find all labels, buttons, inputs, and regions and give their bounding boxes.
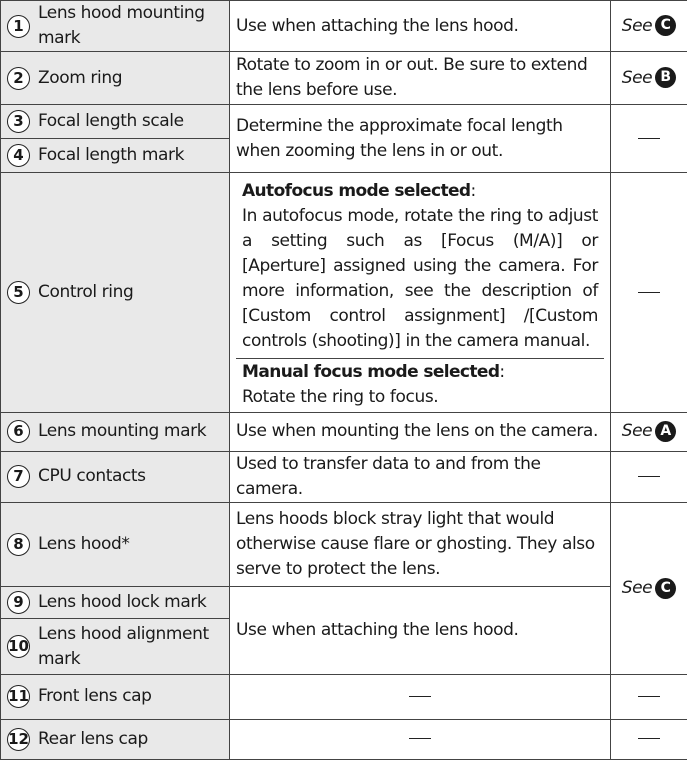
reference-cell — [611, 104, 687, 173]
manual-focus-text: Rotate the ring to focus. — [242, 386, 439, 407]
reference-cell — [611, 173, 687, 413]
reference-cell — [611, 675, 687, 719]
part-number: 3 — [7, 110, 30, 133]
part-name: Lens hood alignment mark — [38, 623, 209, 669]
reference-cell — [611, 502, 687, 674]
part-name-cell — [1, 719, 230, 759]
part-name-cell — [1, 586, 230, 618]
part-name: Zoom ring — [38, 67, 123, 88]
reference-cell — [611, 451, 687, 502]
table-row — [1, 1, 687, 52]
part-number: 4 — [7, 144, 30, 167]
part-name: Lens hood mounting mark — [38, 3, 205, 49]
part-description: Determine the approximate focal length when zooming the lens in or out. — [230, 104, 611, 173]
reference-cell — [611, 413, 687, 451]
part-name: Focal length mark — [38, 145, 185, 166]
reference-badge-icon: B — [655, 67, 676, 88]
no-reference-dash — [638, 138, 660, 139]
part-number: 5 — [7, 281, 30, 304]
autofocus-section: Autofocus mode selected: In autofocus mode, rotate the ring to adjust a setting such as [Focus (M/A)] or [Aperture] assigned using the camera. For more information, see the description of [Custom control assignment] /[Custom controls (shooting)] in the camera manual. — [236, 175, 604, 359]
part-name-cell — [1, 502, 230, 586]
part-number: 11 — [7, 685, 30, 708]
part-name-cell — [1, 173, 230, 413]
part-number: 2 — [7, 67, 30, 90]
table-row — [1, 675, 687, 719]
part-number: 9 — [7, 591, 30, 614]
part-description — [230, 719, 611, 759]
table-row — [1, 52, 687, 104]
part-number: 6 — [7, 420, 30, 443]
part-number: 7 — [7, 465, 30, 488]
part-description: Use when attaching the lens hood. — [230, 586, 611, 675]
see-label: See — [621, 15, 653, 36]
table-row — [1, 719, 687, 759]
part-name: CPU contacts — [38, 466, 146, 487]
table-row — [1, 413, 687, 451]
reference-cell — [611, 52, 687, 104]
manual-focus-section: Manual focus mode selected: Rotate the ring to focus. — [236, 359, 604, 411]
control-ring-description — [230, 173, 611, 413]
part-name-cell — [1, 104, 230, 138]
part-number: 8 — [7, 533, 30, 556]
reference-badge-icon: A — [655, 421, 676, 442]
part-description: Rotate to zoom in or out. Be sure to extend the lens before use. — [230, 52, 611, 104]
part-name: Control ring — [38, 282, 134, 303]
table-row — [1, 502, 687, 586]
see-label: See — [621, 421, 653, 442]
part-name: Lens hood* — [38, 533, 130, 554]
part-number: 10 — [7, 635, 30, 658]
no-reference-dash — [638, 696, 660, 697]
no-description-dash — [409, 696, 431, 697]
part-name-cell — [1, 451, 230, 502]
part-description: Use when mounting the lens on the camera. — [230, 413, 611, 451]
part-name: Lens mounting mark — [38, 421, 207, 442]
no-reference-dash — [638, 738, 660, 739]
no-reference-dash — [638, 476, 660, 477]
table-row — [1, 173, 687, 413]
table-row — [1, 451, 687, 502]
part-name-cell — [1, 1, 230, 52]
part-number: 1 — [7, 15, 30, 38]
no-reference-dash — [638, 292, 660, 293]
part-name: Rear lens cap — [38, 728, 148, 749]
part-name-cell — [1, 52, 230, 104]
part-description: Lens hoods block stray light that would otherwise cause flare or ghosting. They also serve to protect the lens. — [230, 502, 611, 586]
part-name-cell — [1, 413, 230, 451]
no-description-dash — [409, 738, 431, 739]
part-description — [230, 675, 611, 719]
reference-cell — [611, 1, 687, 52]
part-name: Focal length scale — [38, 110, 184, 131]
autofocus-heading: Autofocus mode selected — [242, 180, 471, 201]
part-number: 12 — [7, 728, 30, 751]
table-row — [1, 586, 687, 618]
part-name: Lens hood lock mark — [38, 591, 207, 612]
autofocus-text: In autofocus mode, rotate the ring to adjust a setting such as [Focus (M/A)] or [Aperture] assigned using the camera. For more information, see the description of [Custom control assignment] /[Custom controls (shooting)] in the camera manual. — [242, 205, 598, 351]
part-description: Use when attaching the lens hood. — [230, 1, 611, 52]
part-name-cell — [1, 139, 230, 173]
part-name-cell — [1, 618, 230, 674]
see-label: See — [621, 67, 653, 88]
reference-cell — [611, 719, 687, 759]
reference-badge-icon: C — [655, 15, 676, 36]
part-description: Used to transfer data to and from the camera. — [230, 451, 611, 502]
see-label: See — [621, 578, 653, 599]
reference-badge-icon: C — [655, 578, 676, 599]
part-name-cell — [1, 675, 230, 719]
part-name: Front lens cap — [38, 686, 152, 707]
manual-focus-heading: Manual focus mode selected — [242, 361, 500, 382]
table-row — [1, 104, 687, 138]
